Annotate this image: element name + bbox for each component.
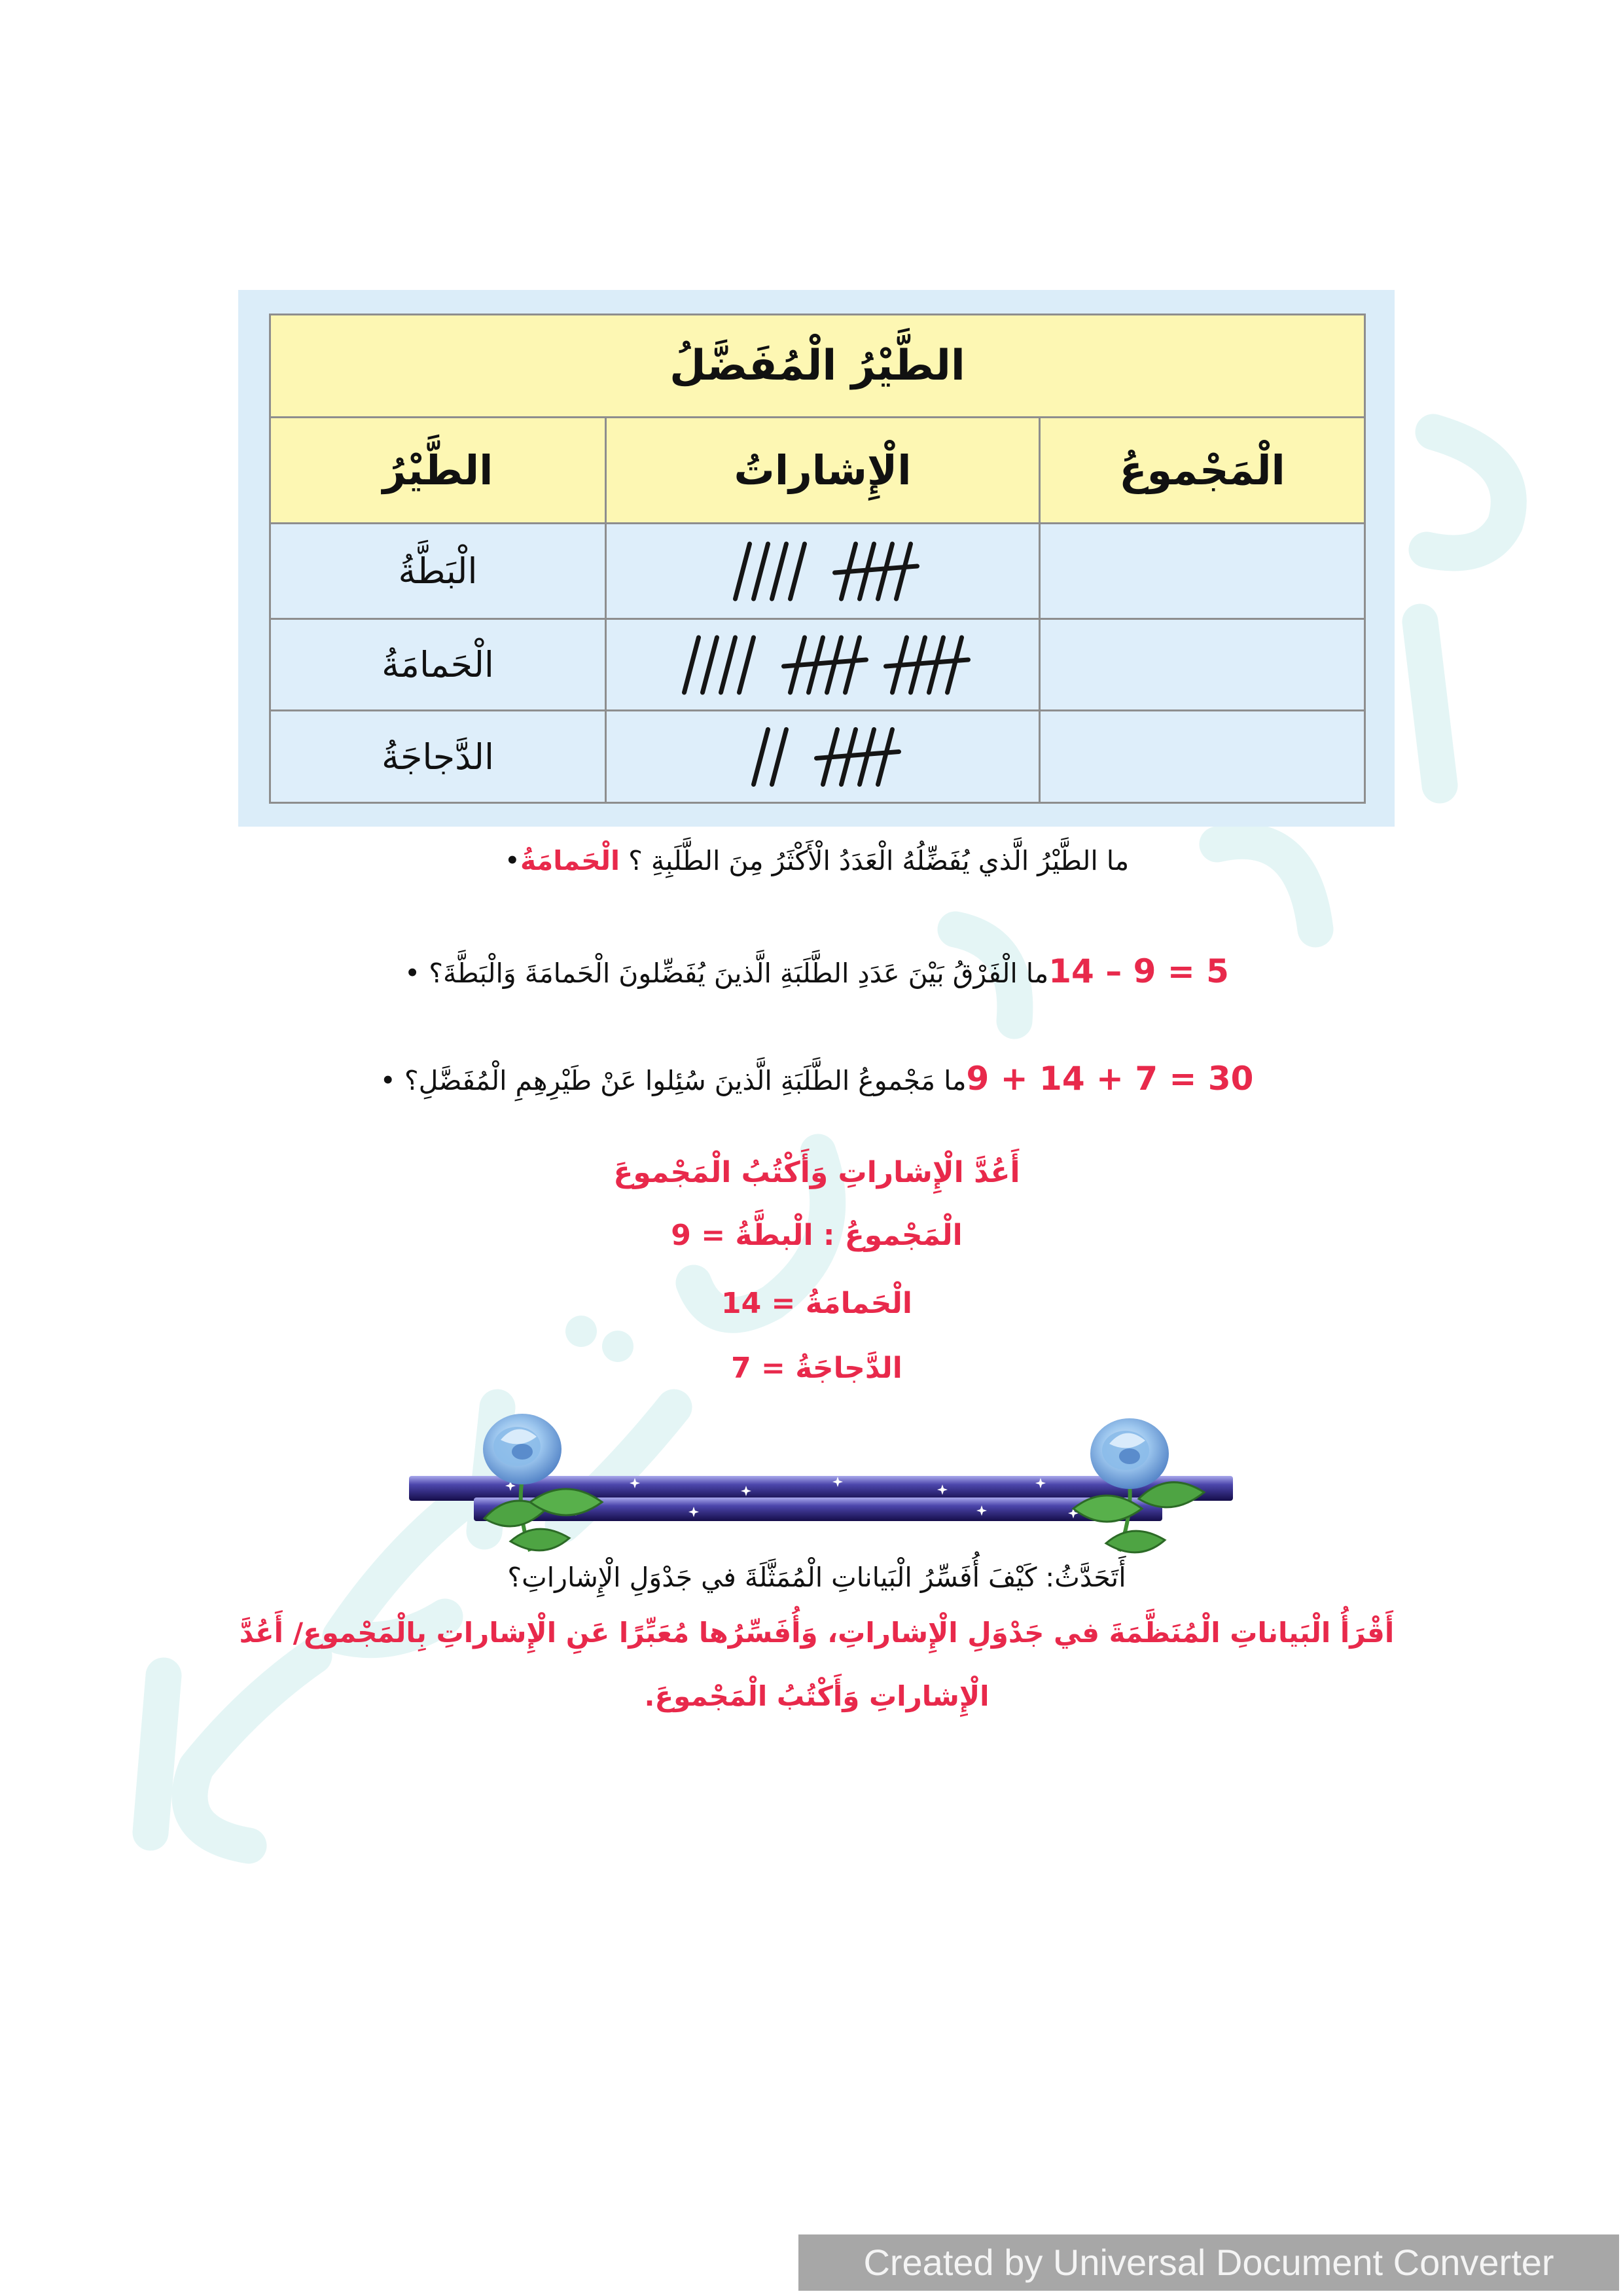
rose-divider	[380, 1394, 1250, 1564]
bird-name: الدَّجاجَةُ	[270, 711, 606, 803]
header-total: الْمَجْموعُ	[1040, 418, 1365, 524]
bullet: •	[380, 1065, 396, 1096]
question-3	[10, 1052, 1623, 1105]
tally-mark	[739, 637, 753, 692]
tally-cell	[606, 619, 1040, 711]
question-answer: 14 – 9 = 5	[1048, 952, 1229, 990]
tally-mark	[947, 637, 961, 692]
question-2	[10, 945, 1623, 997]
bullet: •	[404, 958, 421, 989]
discussion-prompt: أَتَحَدَّثُ: كَيْفَ أُفَسِّرُ الْبَياناتِ الْمُمَثَّلَةَ في جَدْوَلِ الْإِشاراتِ؟	[507, 1562, 1126, 1593]
discussion-answer-line: أَقْرَأُ الْبَياناتِ الْمُنَظَّمَةَ في جَدْوَلِ الْإِشاراتِ، وَأُفَسِّرُها مُعَبِّرًا عَنِ الْإِشاراتِ بِالْمَجْموع/ أَعُدَّ	[239, 1617, 1395, 1649]
tally-mark	[896, 544, 910, 599]
tally-mark	[772, 544, 786, 599]
tally-mark	[753, 544, 768, 599]
tally-marks	[608, 526, 1038, 617]
watermark-stroke	[1427, 432, 1508, 553]
table-header-row	[270, 418, 1365, 524]
total-cell	[1040, 711, 1365, 803]
total-cell	[1040, 619, 1365, 711]
bird-name: الْحَمامَةُ	[270, 619, 606, 711]
tally-mark	[753, 729, 768, 784]
count-heading: أَعُدَّ الْإِشاراتِ وَأَكْتُبُ الْمَجْموعَ	[613, 1156, 1020, 1189]
converter-footer: Created by Universal Document Converter	[798, 2234, 1619, 2291]
tally-marks	[608, 621, 1038, 709]
bird-name: الْبَطَّةُ	[270, 524, 606, 619]
bullet: •	[504, 845, 520, 876]
tally-mark	[702, 637, 717, 692]
header-tallies: الْإِشاراتُ	[606, 418, 1040, 524]
table-row	[270, 711, 1365, 803]
table-title-row	[270, 315, 1365, 418]
question-text: ما الْفَرْقُ بَيْنَ عَدَدِ الطَّلَبَةِ الَّذينَ يُفَضِّلونَ الْحَمامَةَ وَالْبَطَّةَ؟	[429, 958, 1049, 989]
question-answer: 9 + 14 + 7 = 30	[966, 1060, 1254, 1098]
tally-table-frame	[238, 290, 1395, 827]
table-row	[270, 524, 1365, 619]
watermark-stroke	[1420, 622, 1440, 785]
table-row	[270, 619, 1365, 711]
tally-mark	[684, 637, 698, 692]
tally-cell	[606, 711, 1040, 803]
tally-mark	[878, 729, 892, 784]
count-line: الدَّجاجَةُ = 7	[731, 1352, 902, 1385]
tally-mark	[845, 637, 859, 692]
tally-mark	[772, 729, 786, 784]
count-line: الْمَجْموعُ : الْبطَّةُ = 9	[671, 1219, 963, 1252]
tally-mark	[790, 544, 804, 599]
question-1	[10, 834, 1623, 887]
tally-cell	[606, 524, 1040, 619]
tally-marks	[608, 713, 1038, 801]
question-text: ما مَجْموعُ الطَّلَبَةِ الَّذينَ سُئِلوا عَنْ طَيْرِهِمِ الْمُفَضَّلِ؟	[404, 1065, 967, 1096]
tally-mark	[721, 637, 735, 692]
table-title: الطَّيْرُ الْمُفَضَّلُ	[270, 315, 1365, 418]
tally-table	[269, 314, 1366, 804]
header-bird: الطَّيْرُ	[270, 418, 606, 524]
discussion-answer-line: الْإِشاراتِ وَأَكْتُبُ الْمَجْموعَ.	[644, 1680, 990, 1712]
question-answer: الْحَمامَةُ	[520, 845, 620, 876]
question-text: ما الطَّيْرُ الَّذي يُفَضِّلُهُ الْعَدَدُ الْأَكْثَرُ مِنَ الطَّلَبِةِ ؟	[628, 845, 1130, 876]
total-cell	[1040, 524, 1365, 619]
count-line: الْحَمامَةُ = 14	[721, 1287, 912, 1320]
tally-mark	[735, 544, 749, 599]
